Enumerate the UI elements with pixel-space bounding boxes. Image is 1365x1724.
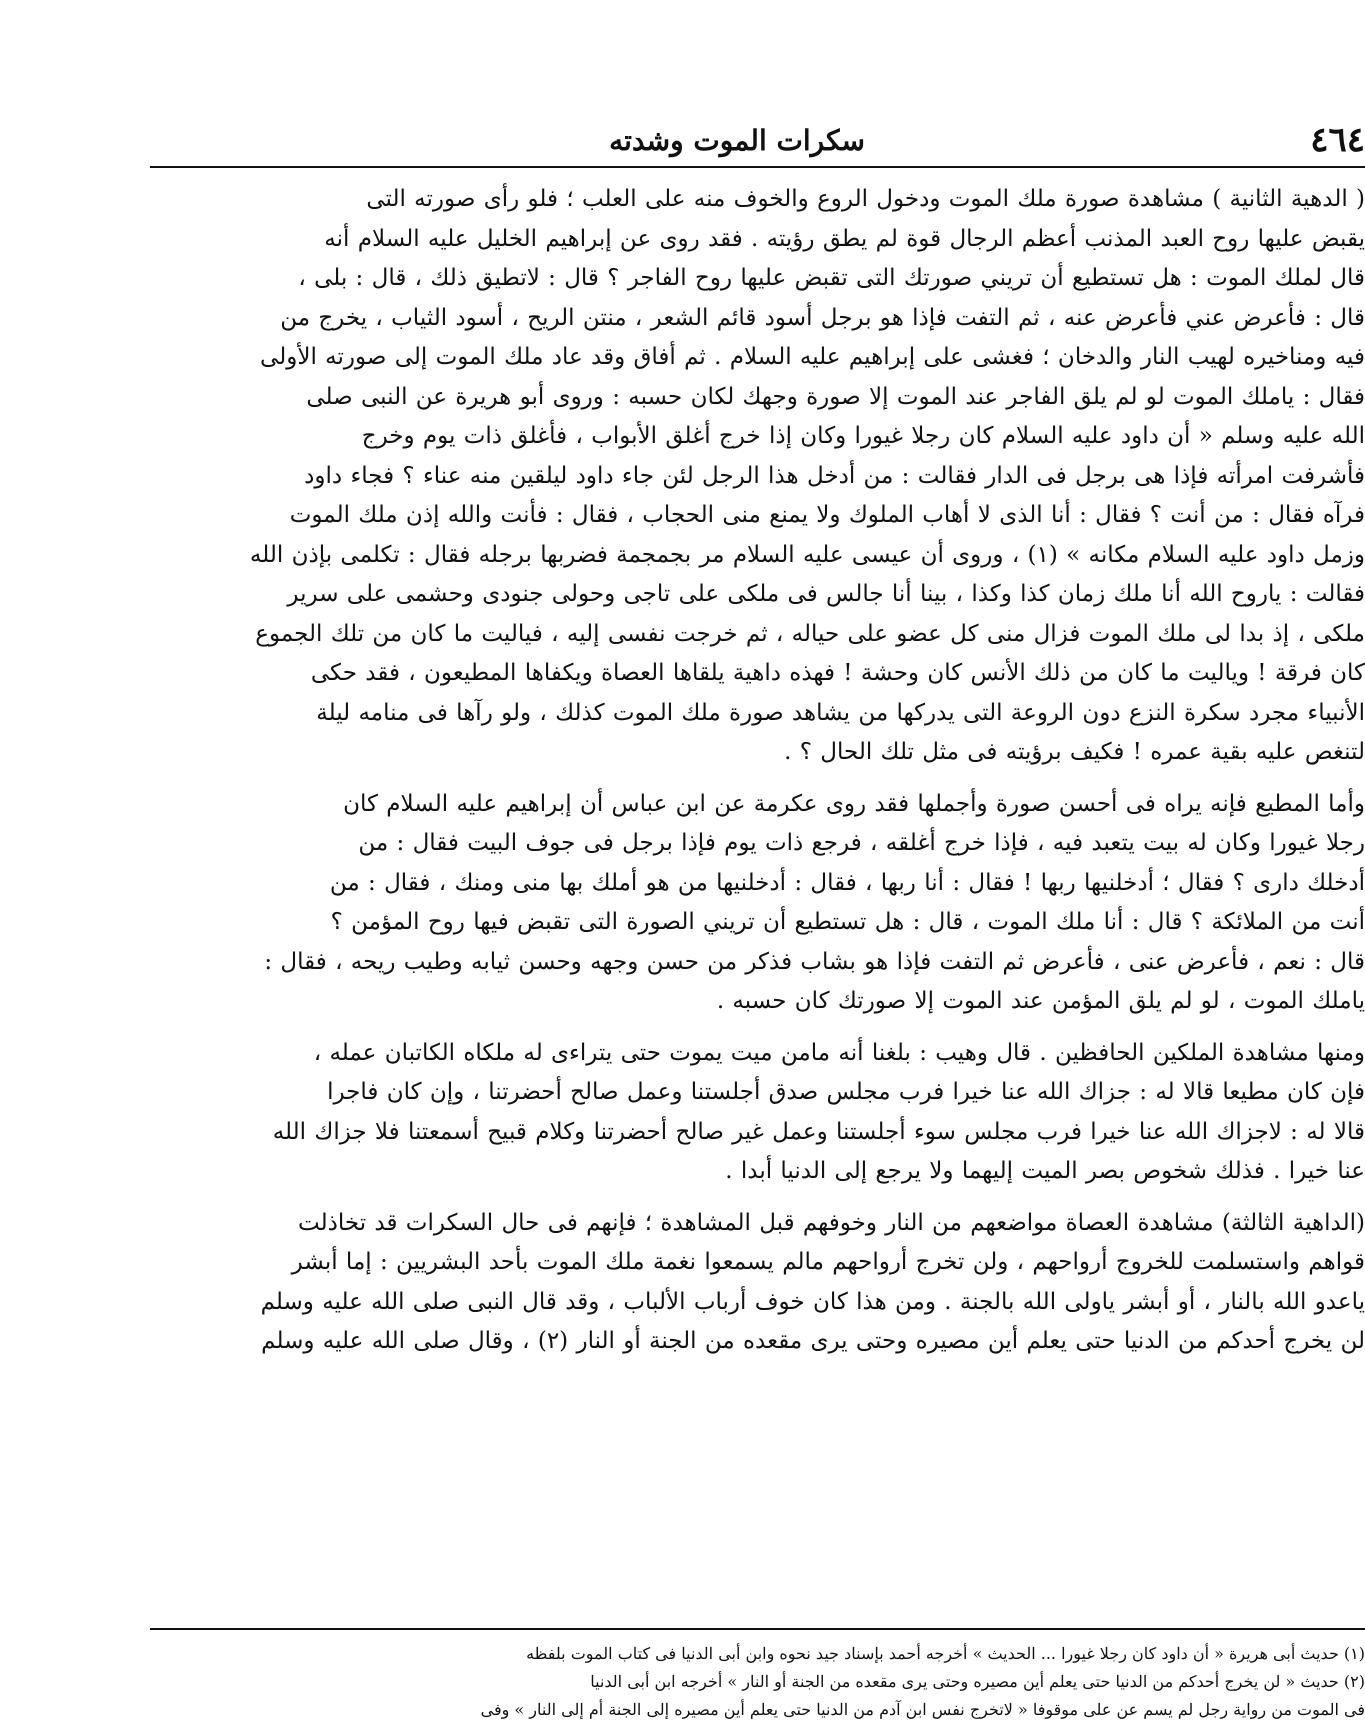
page-header: [150, 118, 1365, 166]
running-title: سكرات الموت وشدته: [609, 124, 865, 157]
text-line: قواهم واستسلمت للخروج أرواحهم ، ولن تخرج أرواحهم مالم يسمعوا نغمة ملك الموت بأحد البشريين : إما أبشر: [291, 1249, 1365, 1275]
text-line: قالا له : لاجزاك الله عنا خيرا فرب مجلس سوء أجلستنا وعمل غير صالح أحضرتنا وكلام قبيح أسمعتنا فلا جزاك الله: [272, 1118, 1365, 1145]
paragraph-two-angels: [150, 1034, 1365, 1192]
text-line: فيه ومناخيره لهيب النار والدخان ؛ فغشى على إبراهيم عليه السلام . ثم أفاق وقد عاد ملك الموت إلى صورته الأولى: [260, 344, 1365, 370]
text-line: ياملك الموت ، لو لم يلق المؤمن عند الموت إلا صورتك كان حسبه .: [716, 988, 1365, 1014]
footnote-divider: [150, 1628, 1365, 1630]
text-line: عنا خيرا . فذلك شخوص بصر الميت إليهما ولا يرجع إلى الدنيا أبدا .: [725, 1158, 1365, 1184]
text-line: ومنها مشاهدة الملكين الحافظين . قال وهيب : بلغنا أنه مامن ميت يموت حتى يتراءى له ملكاه الكاتبان عمله ،: [313, 1039, 1365, 1066]
text-line: الأنبياء مجرد سكرة النزع دون الروعة التى يدركها من يشاهد صورة ملك الموت كذلك ، ولو رآها فى منامه ليلة: [316, 699, 1365, 726]
text-line: رجلا غيورا وكان له بيت يتعبد فيه ، فإذا خرج أغلقه ، فرجع ذات يوم فإذا برجل فى جوف البيت فقال : من: [358, 830, 1365, 856]
text-line: كان فرقة ! وياليت ما كان من ذلك الأنس كان وحشة ! فهذه داهية يلقاها العصاة ويكفاها المطيعون ، فقد حكى: [310, 660, 1365, 686]
text-line: (الداهية الثالثة) مشاهدة العصاة مواضعهم من النار وخوفهم قبل المشاهدة ؛ فإنهم فى حال السكرات قد تخاذلت: [298, 1209, 1365, 1236]
footnotes: [150, 1640, 1365, 1724]
text-line: لن يخرج أحدكم من الدنيا حتى يعلم أين مصيره وحتى يرى مقعده من الجنة أو النار (٢) ، وقال صلى الله عليه وسلم: [261, 1328, 1365, 1354]
header-divider: [150, 166, 1365, 168]
paragraph-third-calamity: [150, 1204, 1365, 1362]
paragraph-second-calamity: [150, 180, 1365, 773]
text-line: لتنغص عليه بقية عمره ! فكيف برؤيته فى مثل تلك الحال ؟ .: [784, 739, 1365, 765]
page-number: ٤٦٤: [1310, 120, 1365, 160]
footnote-2: (٢) حديث « لن يخرج أحدكم من الدنيا حتى يعلم أين مصيره وحتى يرى مقعده من الجنة أو النار » أخرجه ابن أبى الدنيا: [590, 1672, 1365, 1691]
text-line: ( الدهية الثانية ) مشاهدة صورة ملك الموت ودخول الروع والخوف منه على العلب ؛ فلو رأى صورته التى: [366, 186, 1365, 212]
text-line: قال : فأعرض عني فأعرض عنه ، ثم التفت فإذا هو برجل أسود قائم الشعر ، منتن الريح ، أسود الثياب ، يخرج من: [280, 304, 1365, 331]
paragraph-obedient: [150, 785, 1365, 1022]
text-line: الله عليه وسلم « أن داود عليه السلام كان رجلا غيورا وكان إذا خرج أغلق الأبواب ، فأغلق ذات يوم وخرج: [361, 423, 1365, 449]
text-line: قال لملك الموت : هل تستطيع أن تريني صورتك التى تقبض عليها روح الفاجر ؟ قال : لاتطيق ذلك ، قال : بلى ،: [298, 265, 1365, 291]
book-page: [150, 118, 1365, 1719]
text-line: ياعدو الله بالنار ، أو أبشر ياولى الله بالجنة . ومن هذا كان خوف أرباب الألباب ، وقد قال النبى صلى الله عليه وسلم: [260, 1288, 1365, 1315]
text-line: فرآه فقال : من أنت ؟ فقال : أنا الذى لا أهاب الملوك ولا يمنع منى الحجاب ، فقال : فأنت والله إذن ملك الموت: [289, 502, 1365, 528]
text-line: أنت من الملائكة ؟ قال : أنا ملك الموت ، قال : هل تستطيع أن تريني الصورة التى تقبض فيها روح المؤمن ؟: [330, 909, 1365, 935]
text-line: ملكى ، إذ بدا لى ملك الموت فزال منى كل عضو على حياله ، ثم خرجت نفسى إليه ، فياليت ما كان من تلك الجموع: [255, 620, 1365, 647]
footnote-2-continued: فى الموت من رواية رجل لم يسم عن على موقوفا « لاتخرج نفس ابن آدم من الدنيا حتى يعلم أين مصيره إلى الجنة أم إلى النار » وفى: [480, 1700, 1365, 1719]
text-line: فقال : ياملك الموت لو لم يلق الفاجر عند الموت إلا صورة وجهك لكان حسبه : وروى أبو هريرة عن النبى صلى: [306, 383, 1365, 410]
footnote-1: (١) حديث أبى هريرة « أن داود كان رجلا غيورا ... الحديث » أخرجه أحمد بإسناد جيد نحوه وابن أبى الدنيا فى كتاب الموت بلفظه: [526, 1644, 1365, 1663]
text-line: أدخلك دارى ؟ فقال ؛ أدخلنيها ربها ! فقال : أنا ربها ، فقال : أدخلنيها من هو أملك بها منى ومنك ، فقال : من: [329, 869, 1365, 896]
text-line: قال : نعم ، فأعرض عنى ، فأعرض ثم التفت فإذا هو بشاب فذكر من حسن وجهه وحسن ثيابه وطيب ريحه ، فقال :: [264, 948, 1365, 975]
text-line: يقبض عليها روح العبد المذنب أعظم الرجال قوة لم يطق رؤيته . فقد روى عن إبراهيم الخليل عليه السلام أنه: [324, 225, 1365, 252]
text-line: وأما المطيع فإنه يراه فى أحسن صورة وأجملها فقد روى عكرمة عن ابن عباس أن إبراهيم عليه السلام كان: [343, 790, 1365, 817]
text-line: فأشرفت امرأته فإذا هى برجل فى الدار فقالت : من أدخل هذا الرجل لئن جاء داود ليلقين منه عناء ؟ فجاء داود: [304, 462, 1365, 489]
text-line: وزمل داود عليه السلام مكانه » (١) ، وروى أن عيسى عليه السلام مر بجمجمة فضربها برجله فقال : تكلمى بإذن الله: [249, 541, 1365, 568]
text-line: فإن كان مطيعا قالا له : جزاك الله عنا خيرا فرب مجلس صدق أجلستنا وعمل صالح أحضرتنا ، وإن كان فاجرا: [327, 1079, 1365, 1105]
body-text: [150, 180, 1365, 1374]
text-line: فقالت : ياروح الله أنا ملك زمان كذا وكذا ، بينا أنا جالس فى ملكى على تاجى وحولى جنودى وحشمى على سرير: [287, 581, 1365, 607]
